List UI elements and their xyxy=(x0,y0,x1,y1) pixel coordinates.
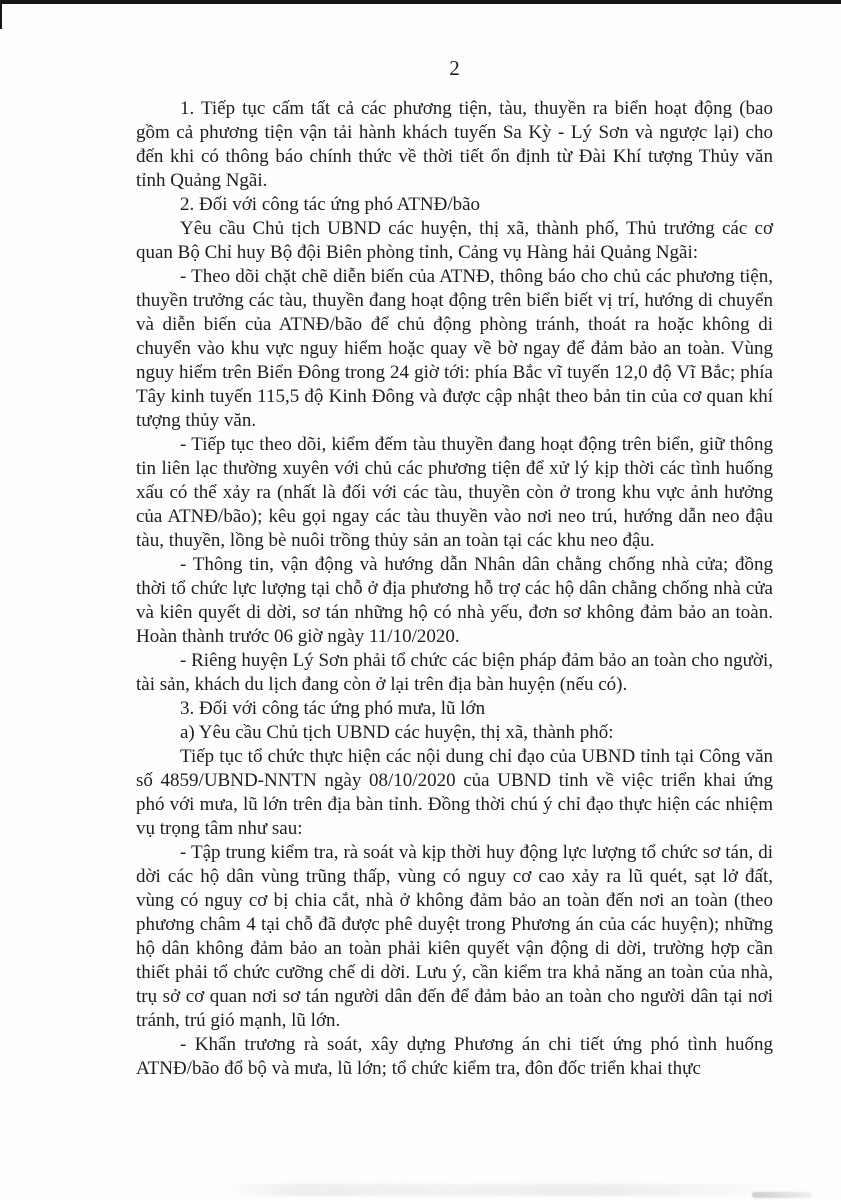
page-number: 2 xyxy=(449,56,460,80)
document-body xyxy=(136,97,773,1081)
scan-smudge-bottom-artifact xyxy=(230,1184,800,1196)
paragraph-chang-chong-nha-cua: - Thông tin, vận động và hướng dẫn Nhân dân chằng chống nhà cửa; đồng thời tổ chức lực lượng tại chỗ ở địa phương hỗ trợ các hộ dân chằng chống nhà cửa và kiên quyết di dời, sơ tán những hộ có nhà yếu, đơn sơ không đảm bảo an toàn. Hoàn thành trước 06 giờ ngày 11/10/2020. xyxy=(136,554,773,647)
scan-edge-left-artifact xyxy=(0,0,2,29)
paragraph-kiem-dem-tau-thuyen: - Tiếp tục theo dõi, kiểm đếm tàu thuyền đang hoạt động trên biển, giữ thông tin liên lạc thường xuyên với chủ các phương tiện để xử lý kịp thời các tình huống xấu có thể xảy ra (nhất là đối với các tàu, thuyền còn ở trong khu vực ảnh hưởng của ATNĐ/bão); kêu gọi ngay các tàu thuyền vào nơi neo trú, hướng dẫn neo đậu tàu, thuyền, lồng bè nuôi trồng thủy sản an toàn tại các khu neo đậu. xyxy=(136,434,773,551)
paragraph-so-tan-di-doi: - Tập trung kiểm tra, rà soát và kịp thời huy động lực lượng tổ chức sơ tán, di dời các hộ dân vùng trũng thấp, vùng có nguy cơ cao xảy ra lũ quét, sạt lở đất, vùng có nguy cơ bị chia cắt, nhà ở không đảm bảo an toàn đến nơi an toàn (theo phương châm 4 tại chỗ đã được phê duyệt trong Phương án của các huyện); những hộ dân không đảm bảo an toàn phải kiên quyết vận động di dời, trường hợp cần thiết phải tổ chức cưỡng chế di dời. Lưu ý, cần kiểm tra khả năng an toàn của nhà, trụ sở cơ quan nơi sơ tán người dân đến để đảm bảo an toàn cho người dân tại nơi tránh, trú gió mạnh, lũ lớn. xyxy=(136,842,773,1031)
paragraph-1-ban-cam-tau-thuyen: 1. Tiếp tục cấm tất cả các phương tiện, tàu, thuyền ra biển hoạt động (bao gồm cả phương tiện vận tải hành khách tuyến Sa Kỳ - Lý Sơn và ngược lại) cho đến khi có thông báo chính thức về thời tiết ổn định từ Đài Khí tượng Thủy văn tỉnh Quảng Ngãi. xyxy=(136,98,773,191)
paragraph-khan-truong-ra-soat: - Khẩn trương rà soát, xây dựng Phương án chi tiết ứng phó tình huống ATNĐ/bão đổ bộ và mưa, lũ lớn; tổ chức kiểm tra, đôn đốc triển khai thực xyxy=(136,1034,773,1079)
heading-3-ung-pho-mua-lu: 3. Đối với công tác ứng phó mưa, lũ lớn xyxy=(180,698,486,719)
paragraph-yeu-cau-chu-tich: Yêu cầu Chủ tịch UBND các huyện, thị xã, thành phố, Thủ trưởng các cơ quan Bộ Chỉ huy Bộ đội Biên phòng tỉnh, Cảng vụ Hàng hải Quảng Ngãi: xyxy=(136,218,773,263)
paragraph-a-yeu-cau-ubnd: a) Yêu cầu Chủ tịch UBND các huyện, thị xã, thành phố: xyxy=(180,722,614,743)
scan-smudge-corner-artifact xyxy=(752,1192,812,1198)
scan-edge-top-artifact xyxy=(0,0,841,4)
paragraph-cong-van-4859: Tiếp tục tổ chức thực hiện các nội dung chỉ đạo của UBND tỉnh tại Công văn số 4859/UBND-NNTN ngày 08/10/2020 của UBND tỉnh về việc triển khai ứng phó với mưa, lũ lớn trên địa bàn tỉnh. Đồng thời chú ý chỉ đạo thực hiện các nhiệm vụ trọng tâm như sau: xyxy=(136,746,773,839)
paragraph-huyen-ly-son: - Riêng huyện Lý Sơn phải tổ chức các biện pháp đảm bảo an toàn cho người, tài sản, khách du lịch đang còn ở lại trên địa bàn huyện (nếu có). xyxy=(136,650,773,695)
heading-2-ung-pho-atnd-bao: 2. Đối với công tác ứng phó ATNĐ/bão xyxy=(180,194,481,215)
paragraph-theo-doi-dien-bien: - Theo dõi chặt chẽ diễn biến của ATNĐ, thông báo cho chủ các phương tiện, thuyền trưởng các tàu, thuyền đang hoạt động trên biển biết vị trí, hướng di chuyển và diễn biến của ATNĐ/bão để chủ động phòng tránh, thoát ra hoặc không di chuyển vào khu vực nguy hiểm hoặc quay về bờ ngay để đảm bảo an toàn. Vùng nguy hiểm trên Biển Đông trong 24 giờ tới: phía Bắc vĩ tuyến 12,0 độ Vĩ Bắc; phía Tây kinh tuyến 115,5 độ Kinh Đông và được cập nhật theo bản tin của cơ quan khí tượng thủy văn. xyxy=(136,266,773,431)
